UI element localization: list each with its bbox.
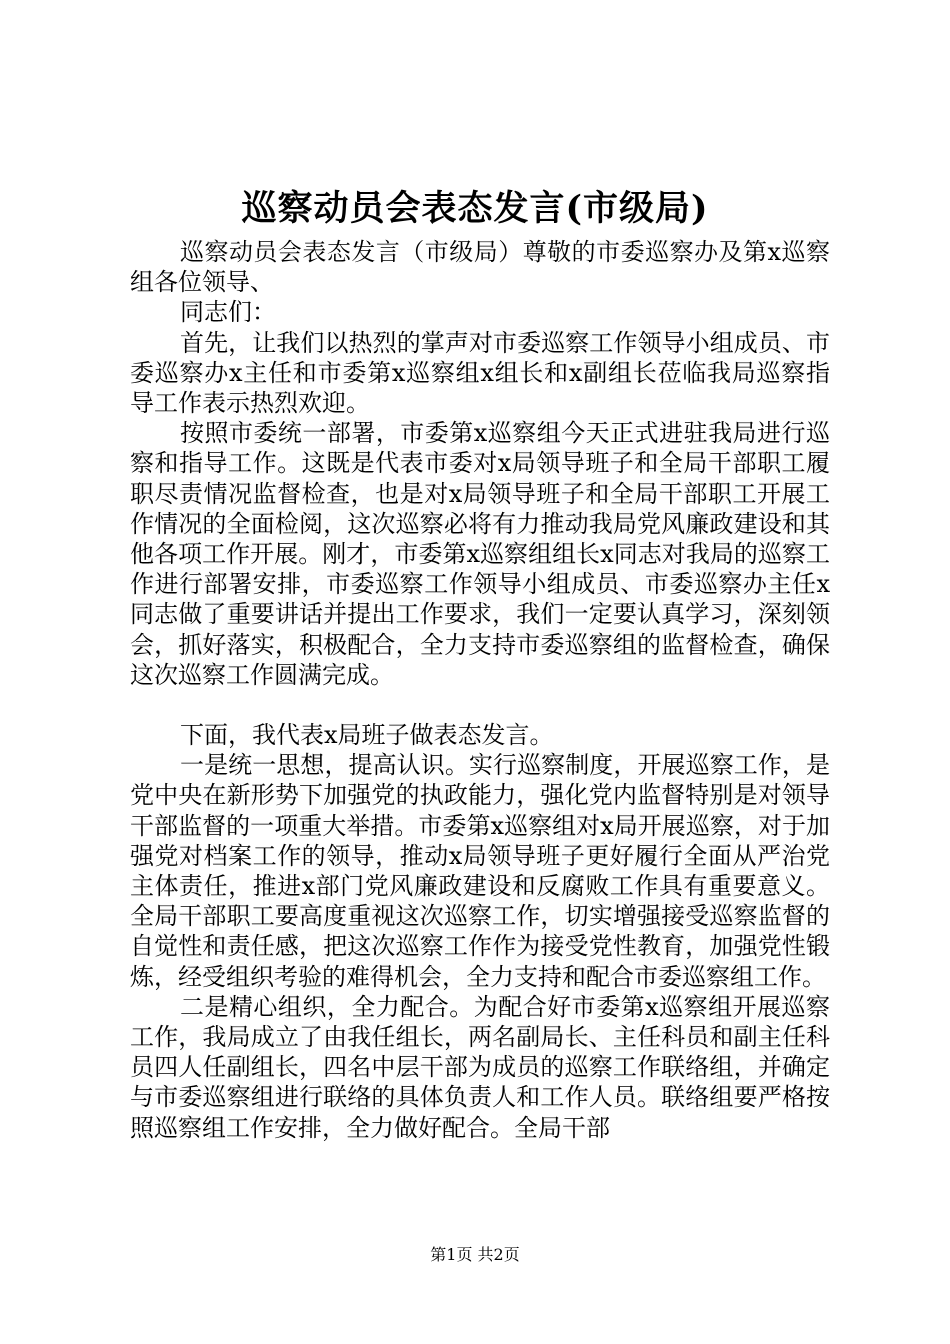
paragraph-welcome: 首先，让我们以热烈的掌声对市委巡察工作领导小组成员、市委巡察办x主任和市委第x巡察组x组长和x副组长莅临我局巡察指导工作表示热烈欢迎。 — [130, 328, 830, 418]
document-title: 巡察动员会表态发言(市级局) — [241, 188, 709, 229]
paragraph-gap — [130, 690, 830, 720]
page-footer: 第1页 共2页 — [430, 1245, 520, 1264]
paragraph-salutation: 同志们： — [180, 298, 276, 327]
paragraph-point-one: 一是统一思想，提高认识。实行巡察制度，开展巡察工作，是党中央在新形势下加强党的执政能力，强化党内监督特别是对领导干部监督的一项重大举措。市委第x巡察组对x局开展巡察，对于加强党对档案工作的领导，推动x局领导班子更好履行全面从严治党主体责任，推进x部门党风廉政建设和反腐败工作具有重要意义。全局干部职工要高度重视这次巡察工作，切实增强接受巡察监督的自觉性和责任感，把这次巡察工作作为接受党性教育，加强党性锻炼，经受组织考验的难得机会，全力支持和配合市委巡察组工作。 — [130, 751, 830, 991]
paragraph-intro: 巡察动员会表态发言（市级局）尊敬的市委巡察办及第x巡察组各位领导、 — [130, 238, 830, 297]
paragraph-statement-intro: 下面，我代表x局班子做表态发言。 — [180, 721, 554, 750]
paragraph-point-two: 二是精心组织，全力配合。为配合好市委第x巡察组开展巡察工作，我局成立了由我任组长，两名副局长、主任科员和副主任科员四人任副组长，四名中层干部为成员的巡察工作联络组，并确定与市委巡察组进行联络的具体负责人和工作人员。联络组要严格按照巡察组工作安排，全力做好配合。全局干部 — [130, 992, 830, 1142]
paragraph-deployment: 按照市委统一部署，市委第x巡察组今天正式进驻我局进行巡察和指导工作。这既是代表市委对x局领导班子和全局干部职工履职尽责情况监督检查，也是对x局领导班子和全局干部职工开展工作情况的全面检阅，这次巡察必将有力推动我局党风廉政建设和其他各项工作开展。刚才，市委第x巡察组组长x同志对我局的巡察工作进行部署安排，市委巡察工作领导小组成员、市委巡察办主任x同志做了重要讲话并提出工作要求，我们一定要认真学习，深刻领会，抓好落实，积极配合，全力支持市委巡察组的监督检查，确保这次巡察工作圆满完成。 — [130, 419, 830, 689]
document-body — [130, 237, 830, 1143]
